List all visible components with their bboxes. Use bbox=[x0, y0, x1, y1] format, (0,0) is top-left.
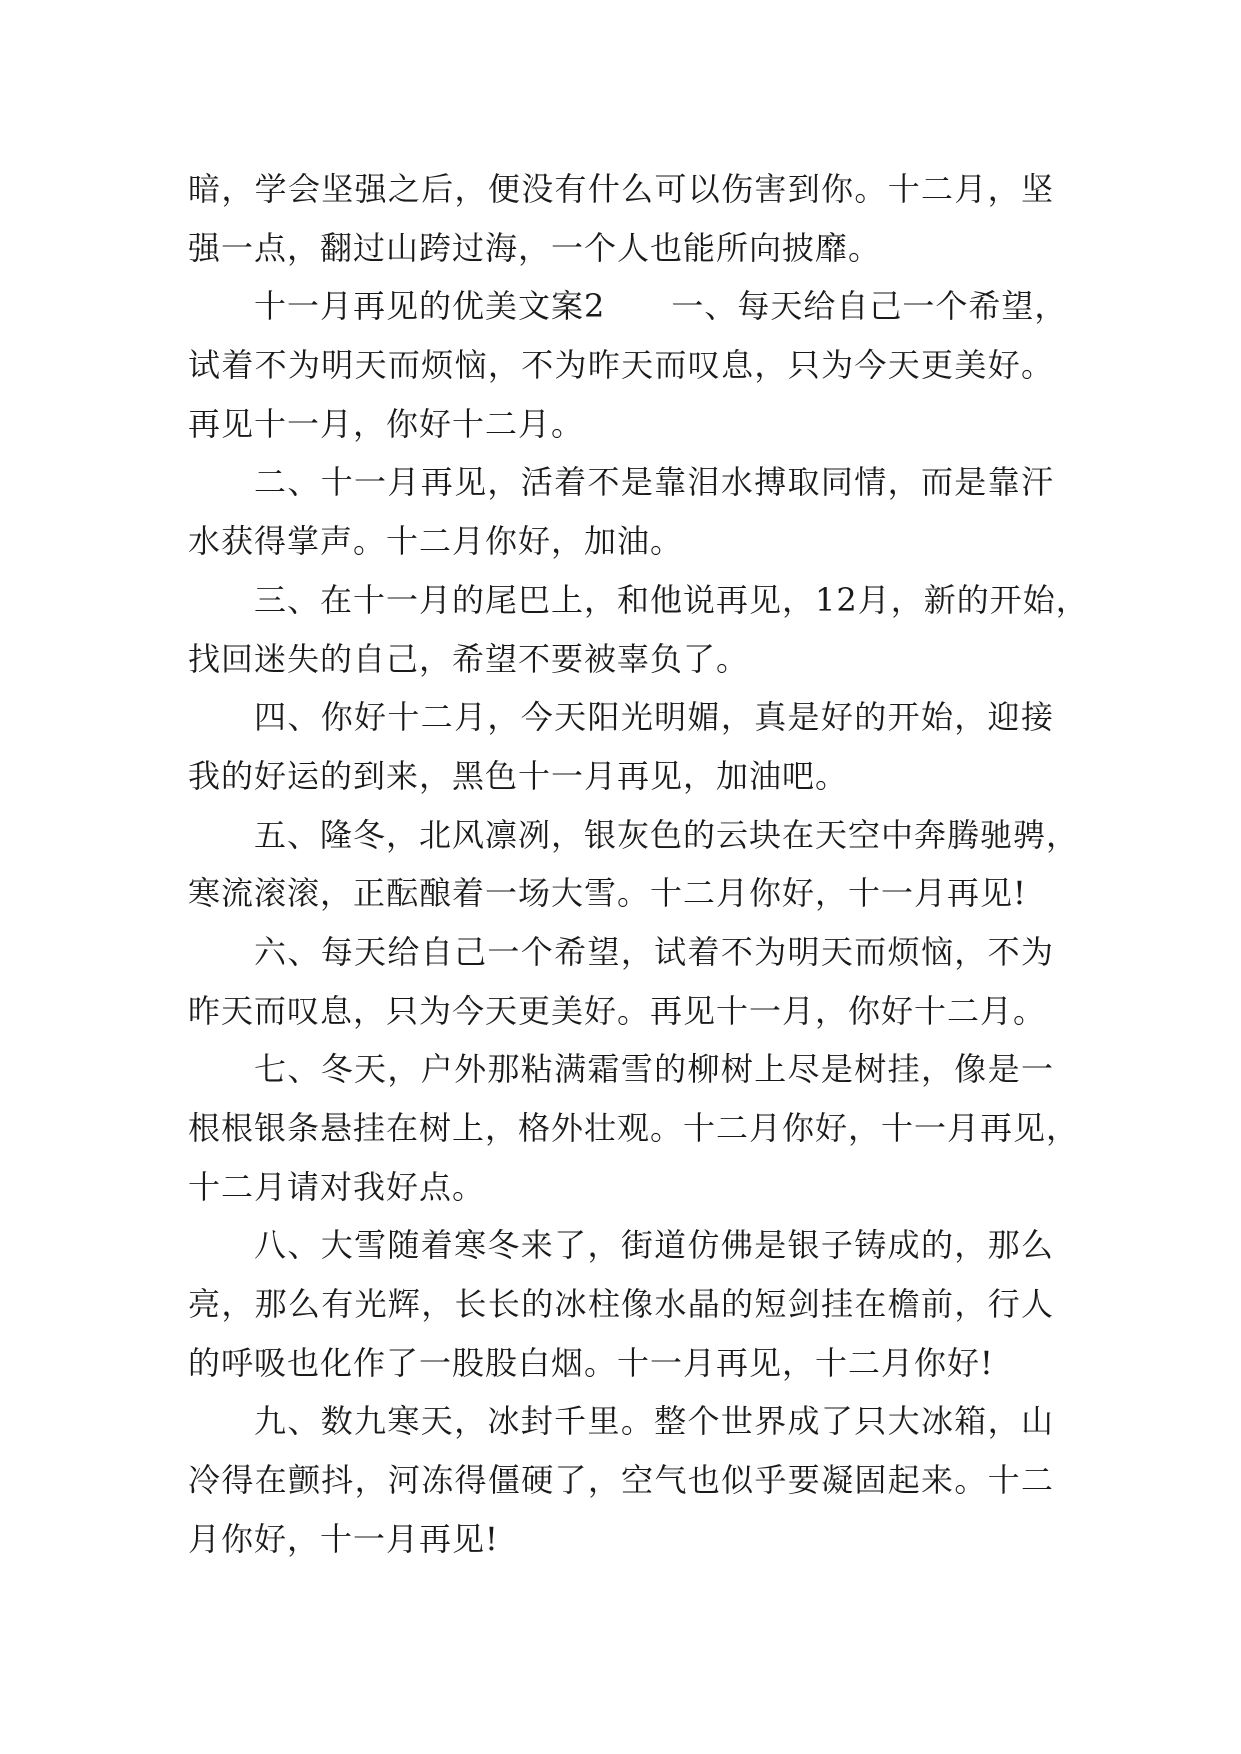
text-line: 寒流滚滚，正酝酿着一场大雪。十二月你好，十一月再见! bbox=[188, 874, 1027, 913]
text-line: 再见十一月，你好十二月。 bbox=[188, 404, 585, 443]
document-body bbox=[188, 160, 1089, 1569]
text-line: 水获得掌声。十二月你好，加油。 bbox=[188, 522, 684, 561]
text-line: 我的好运的到来，黑色十一月再见，加油吧。 bbox=[188, 756, 849, 795]
text-line: 暗，学会坚强之后，便没有什么可以伤害到你。十二月，坚 bbox=[188, 170, 1054, 208]
text-line: 六、每天给自己一个希望，试着不为明天而烦恼，不为 bbox=[254, 932, 1054, 971]
text-line: 冷得在颤抖，河冻得僵硬了，空气也似乎要凝固起来。十二 bbox=[188, 1461, 1054, 1500]
text-line: 十二月请对我好点。 bbox=[188, 1167, 486, 1206]
text-line: 的呼吸也化作了一股股白烟。十一月再见，十二月你好! bbox=[188, 1343, 994, 1382]
text-line: 试着不为明天而烦恼，不为昨天而叹息，只为今天更美好。 bbox=[188, 346, 1054, 385]
text-line: 十一月再见的优美文案2 一、每天给自己一个希望， bbox=[254, 287, 1068, 326]
text-line: 月你好，十一月再见! bbox=[188, 1519, 499, 1558]
text-line: 昨天而叹息，只为今天更美好。再见十一月，你好十二月。 bbox=[188, 991, 1047, 1030]
paragraph-continuation bbox=[188, 160, 1054, 277]
text-line: 四、你好十二月，今天阳光明媚，真是好的开始，迎接 bbox=[254, 698, 1054, 737]
text-line: 九、数九寒天，冰封千里。整个世界成了只大冰箱，山 bbox=[254, 1402, 1054, 1441]
paragraph bbox=[188, 277, 1068, 453]
text-line: 七、冬天，户外那粘满霜雪的柳树上尽是树挂，像是一 bbox=[254, 1050, 1054, 1089]
paragraph bbox=[188, 453, 1054, 570]
text-line: 二、十一月再见，活着不是靠泪水搏取同情，而是靠汗 bbox=[254, 463, 1054, 502]
paragraph bbox=[188, 571, 1089, 688]
paragraph bbox=[188, 923, 1054, 1040]
text-line: 根根银条悬挂在树上，格外壮观。十二月你好，十一月再见， bbox=[188, 1109, 1080, 1147]
paragraph bbox=[188, 1216, 1054, 1392]
paragraph bbox=[188, 1392, 1054, 1568]
paragraph bbox=[188, 688, 1054, 805]
text-line: 找回迷失的自己，希望不要被辜负了。 bbox=[188, 639, 750, 678]
text-line: 亮，那么有光辉，长长的冰柱像水晶的短剑挂在檐前，行人 bbox=[188, 1285, 1054, 1324]
paragraph bbox=[188, 1040, 1080, 1216]
text-line: 五、隆冬，北风凛冽，银灰色的云块在天空中奔腾驰骋， bbox=[254, 815, 1080, 854]
text-line: 三、在十一月的尾巴上，和他说再见，12月，新的开始， bbox=[254, 580, 1089, 619]
paragraph bbox=[188, 806, 1080, 923]
text-line: 强一点，翻过山跨过海，一个人也能所向披靡。 bbox=[188, 228, 882, 267]
text-line: 八、大雪随着寒冬来了，街道仿佛是银子铸成的，那么 bbox=[254, 1226, 1054, 1265]
